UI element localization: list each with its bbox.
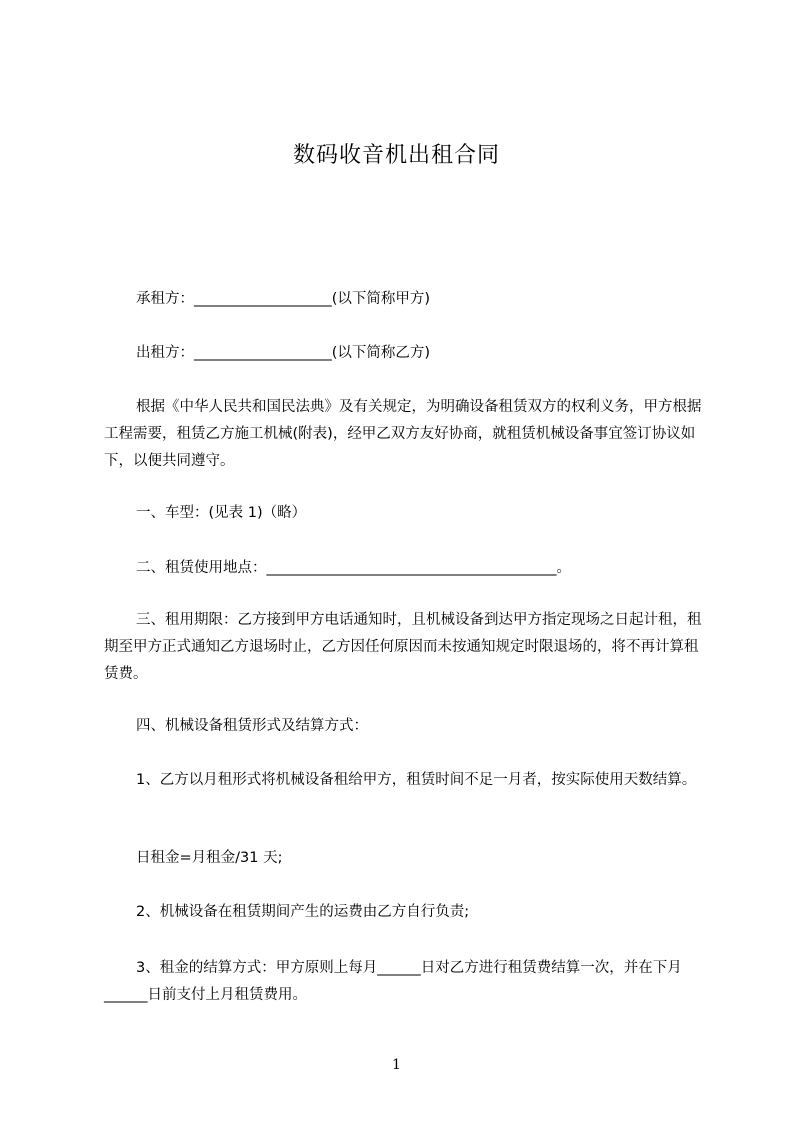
- daily-rent-formula: 日租金=月租金/31 天;: [136, 850, 283, 866]
- clause-4-heading: 四、机械设备租赁形式及结算方式：: [136, 718, 368, 734]
- clause-4-item-1: 1、乙方以月租形式将机械设备租给甲方，租赁时间不足一月者，按实际使用天数结算。: [136, 772, 697, 788]
- clause-3-term: 三、租用期限：乙方接到甲方电话通知时，且机械设备到达甲方指定现场之日起计租，租期至甲方正式通知乙方退场时止，乙方因任何原因而未按通知规定时限退场的，将不再计算租赁费。: [104, 612, 702, 682]
- lessee-line: 承租方：___________________(以下简称甲方): [136, 291, 431, 307]
- clause-1-vehicle-type: 一、车型：(见表 1)（略）: [136, 505, 307, 521]
- page-number: 1: [392, 1057, 401, 1073]
- preamble-paragraph: 根据《中华人民共和国民法典》及有关规定，为明确设备租赁双方的权利义务，甲方根据工程需要，租赁乙方施工机械(附表)，经甲乙双方友好协商，就租赁机械设备事宜签订协议如下，以便共同遵守。: [104, 399, 702, 469]
- clause-4-item-2: 2、机械设备在租赁期间产生的运费由乙方自行负责;: [136, 904, 470, 920]
- clause-4-item-3: 3、租金的结算方式：甲方原则上每月______日对乙方进行租赁费结算一次，并在下月______日前支付上月租赁费用。: [104, 960, 682, 1003]
- clause-2-location: 二、租赁使用地点：________________________________________。: [136, 560, 571, 576]
- lessor-line: 出租方：___________________(以下简称乙方): [136, 345, 431, 361]
- document-title: 数码收音机出租合同: [292, 143, 500, 168]
